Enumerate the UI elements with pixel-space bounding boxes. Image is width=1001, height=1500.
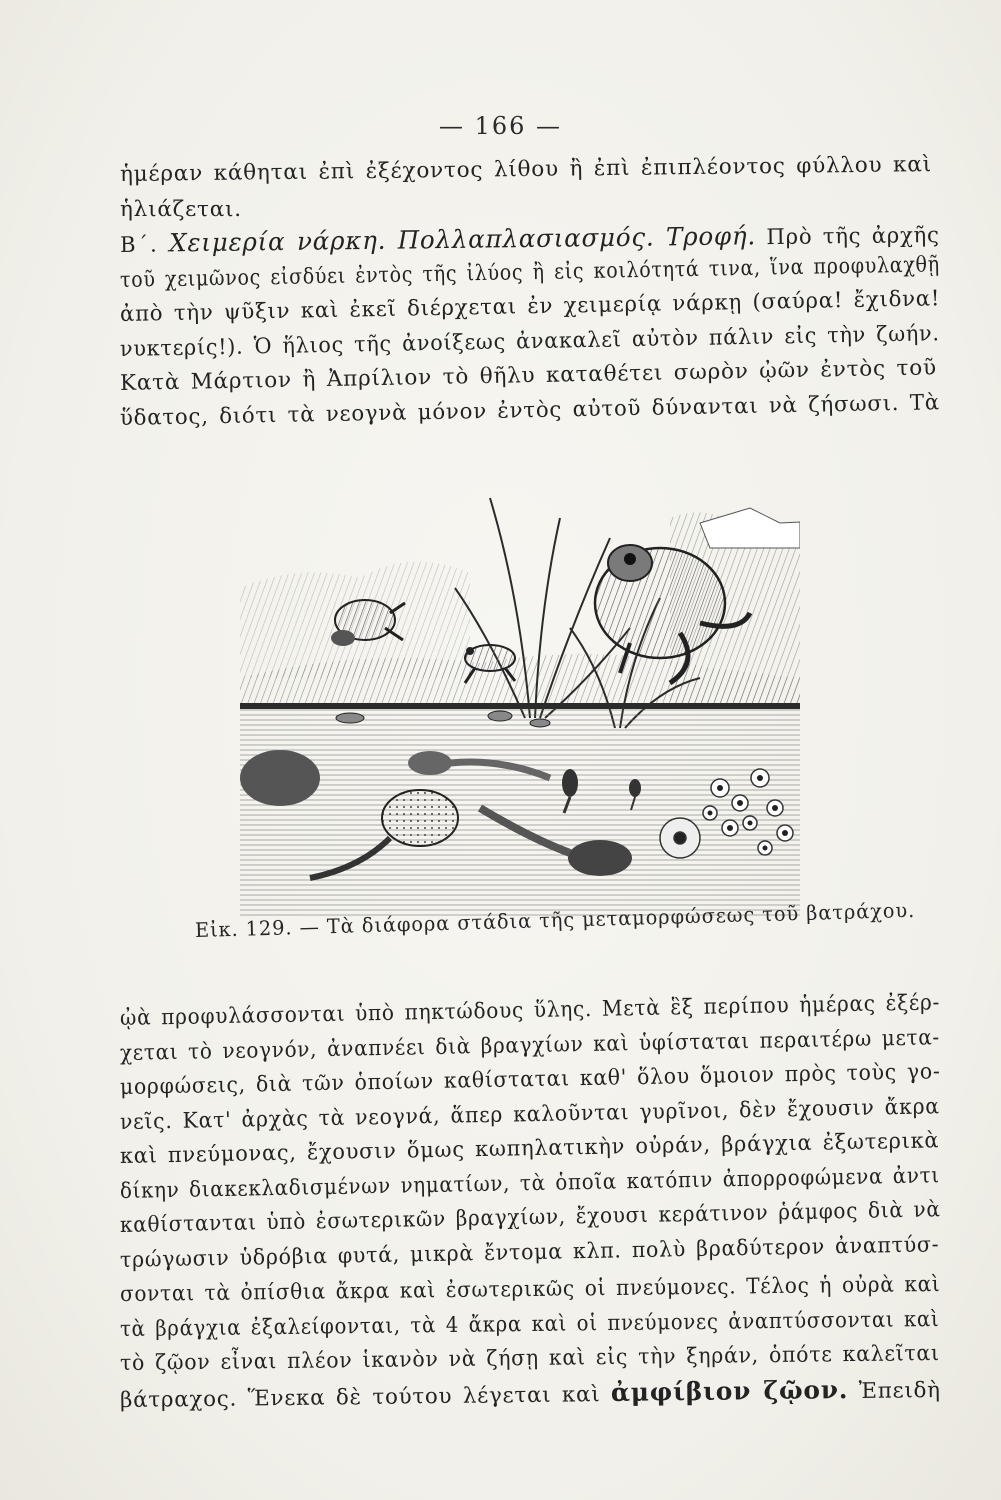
rock bbox=[240, 750, 320, 806]
text-line: σονται τὰ ὀπίσθια ἄκρα καὶ ἐσωτερικῶς οἱ πνεύμονες. Τέλος ἡ οὐρὰ καὶ bbox=[119, 1271, 941, 1307]
last-line-end: Ἐπειδὴ bbox=[858, 1377, 941, 1404]
frog-metamorphosis-illustration bbox=[240, 478, 800, 918]
section-title: Χειμερία νάρκη. Πολλαπλασιασμός. Τροφή. bbox=[168, 221, 757, 258]
text-line: ἡμέραν κάθηται ἐπὶ ἐξέχοντος λίθου ἢ ἐπὶ ἐπιπλέοντος φύλλου καὶ bbox=[119, 152, 933, 187]
bottom-text-block bbox=[119, 990, 941, 1418]
text-line: τρώγωσιν ὑδρόβια φυτά, μικρὰ ἔντομα κλπ. πολὺ βραδύτερον ἀναπτύσ- bbox=[119, 1231, 940, 1273]
last-line-start: βάτραχος. Ἕνεκα δὲ τούτου λέγεται καὶ bbox=[119, 1381, 601, 1413]
text-line: Κατὰ Μάρτιον ἢ Ἀπρίλιον τὸ θῆλυ καταθέτει σωρὸν ᾠῶν ἐντὸς τοῦ bbox=[119, 355, 938, 396]
text-line: τοῦ χειμῶνος εἰσδύει ἐντὸς τῆς ἰλύος ἢ εἰς κοιλότητά τινα, ἵνα προφυλαχθῇ bbox=[119, 251, 941, 293]
page-number: — 166 — bbox=[438, 112, 563, 140]
water-surface bbox=[240, 703, 800, 709]
text-line: ᾠὰ προφυλάσσονται ὑπὸ πηκτώδους ὕλης. Μετὰ ἓξ περίπου ἡμέρας ἐξέρ- bbox=[119, 990, 941, 1031]
text-line: ἡλιάζεται. bbox=[120, 196, 242, 222]
top-text-block bbox=[119, 152, 941, 436]
text-line: ἀπὸ τὴν ψῦξιν καὶ ἐκεῖ διέρχεται ἐν χειμερίᾳ νάρκῃ (σαύρα! ἔχιδνα! bbox=[119, 286, 941, 327]
text-line: καθίστανται ὑπὸ ἐσωτερικῶν βραγχίων, ἔχουσι κεράτινον ῥάμφος διὰ νὰ bbox=[119, 1197, 941, 1238]
text-line: νυκτερίς!). Ὁ ἥλιος τῆς ἀνοίξεως ἀνακαλεῖ αὐτὸν πάλιν εἰς τὴν ζωήν. bbox=[119, 320, 940, 362]
text-line: δίκην διακεκλαδισμένων νηματίων, τὰ ὁποῖα κατόπιν ἀπορροφώμενα ἀντι bbox=[119, 1162, 940, 1204]
text-line: ὕδατος, διότι τὰ νεογνὰ μόνον ἐντὸς αὐτοῦ δύνανται νὰ ζήσωσι. Τὰ bbox=[119, 389, 941, 431]
section-number: Β΄. bbox=[119, 232, 159, 258]
text-line: καὶ πνεύμονας, ἔχουσιν ὅμως κωπηλατικὴν οὐράν, βράγχια ἐξωτερικὰ bbox=[119, 1128, 940, 1169]
section-first-line-rest: Πρὸ τῆς ἀρχῆς bbox=[766, 222, 940, 251]
text-line: νεῖς. Κατ' ἀρχὰς τὰ νεογνά, ἅπερ καλοῦνται γυρῖνοι, δὲν ἔχουσιν ἄκρα bbox=[119, 1093, 941, 1135]
bold-term-amphibian: ἀμφίβιον ζῷον. bbox=[610, 1374, 849, 1407]
text-line: τὰ βράγχια ἐξαλείφονται, τὰ 4 ἄκρα καὶ οἱ πνεύμονες ἀναπτύσσονται καὶ bbox=[119, 1306, 940, 1342]
figure-caption: Εἰκ. 129. — Τὰ διάφορα στάδια τῆς μεταμορφώσεως τοῦ βατράχου. bbox=[194, 897, 916, 942]
text-line: μορφώσεις, διὰ τῶν ὁποίων καθίσταται καθ' ὅλου ὅμοιον πρὸς τοὺς γο- bbox=[119, 1059, 941, 1100]
text-line: χεται τὸ νεογνόν, ἀναπνέει διὰ βραγχίων καὶ ὑφίσταται περαιτέρω μετα- bbox=[119, 1024, 941, 1066]
text-line: τὸ ζῷον εἶναι πλέον ἱκανὸν νὰ ζήσῃ καὶ εἰς τὴν ξηράν, ὁπότε καλεῖται bbox=[119, 1340, 940, 1376]
